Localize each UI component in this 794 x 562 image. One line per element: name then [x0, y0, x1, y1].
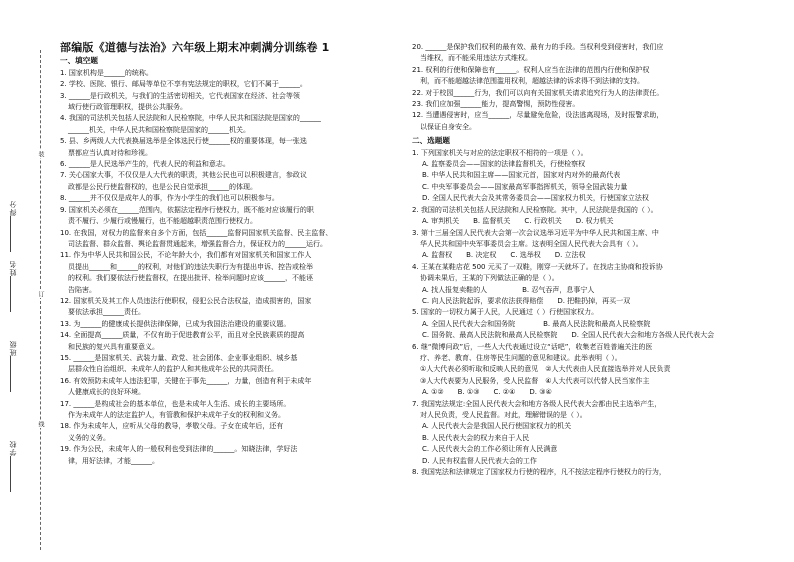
question-line: 要依法承担______责任。 [68, 308, 145, 317]
question-stem-line: 6. 继“微博问政”后，一些人大代表通过设立“话吧”，收集老百姓普遍关注的医 [412, 342, 653, 351]
question-line: 22. 对于校园______行为，我们可以向有关国家机关请求追究行为人的法律责任。 [412, 88, 664, 97]
choice-question [412, 228, 784, 262]
answer-option: C. 中央军事委员会——国家最高军事指挥机关，领导全国武装力量 [422, 182, 628, 191]
question-line: 票都应当认真对待和珍视。 [68, 148, 152, 157]
answer-option: A. 审判机关 B. 监督机关 C. 行政机关 D. 权力机关 [422, 217, 614, 226]
question-stem-line: 2. 我国的司法机关包括人民法院和人民检察院。其中，人民法院是我国的（ ）。 [412, 205, 658, 214]
margin-label-score: 得分 [9, 200, 17, 216]
question-line: 15. ______是国家机关、武装力量、政党、社会团体、企业事业组织、城乡基 [60, 353, 298, 362]
fill-in-question [60, 444, 400, 467]
question-line: ______机关，中华人民共和国检察院是国家的______机关。 [68, 125, 250, 134]
question-line: 7. 关心国家大事，不仅仅是人大代表的职责，其他公民也可以积极建言，参政议 [60, 171, 307, 180]
question-stem-line: ①人大代表必须听取和反映人民的意见 ②人大代表由人民直接选举并对人民负责 [420, 365, 671, 374]
question-stem-line: 协调未果后，王某的下列做法正确的是（ ）。 [420, 274, 559, 283]
question-line: 20. ______是保护我们权利的最有效、最有力的手段。当权利受到侵害时，我们应 [412, 43, 664, 51]
answer-option: C. 向人民法院起诉，要求依法获得赔偿 D. 把鞋扔掉，再买一双 [422, 296, 631, 305]
question-stem-line: ③人大代表要为人民服务，受人民监督 ④人大代表可以代替人民当家作主 [420, 376, 650, 385]
question-stem-line: 7. 我国宪法规定:全国人民代表大会和地方各级人民代表大会都由民主选举产生， [412, 399, 662, 408]
fill-in-question [60, 330, 400, 353]
fill-in-question [412, 99, 784, 110]
fill-in-question [60, 319, 400, 330]
question-stem-line: 华人民共和国中央军事委员会主席。这表明全国人民代表大会具有（ ）。 [420, 239, 643, 248]
fill-in-question [60, 68, 400, 79]
question-stem-line: 8. 我国宪法和法律规定了国家权力行使的程序，凡不按法定程序行使权力的行为， [412, 468, 666, 477]
margin-name-line [10, 276, 11, 312]
choice-question [412, 205, 784, 228]
fill-in-question [60, 159, 400, 170]
question-line: 12. 国家机关及其工作人员违法行使职权，侵犯公民合法权益，造成损害的，国家 [60, 296, 312, 305]
question-stem-line: 疗、养老、教育、住房等民生问题的意见和建议。此举表明（ ）。 [420, 353, 622, 362]
answer-option: B. 中华人民共和国主席——国家元首，国家对内对外的最高代表 [422, 171, 621, 180]
right-column [412, 42, 784, 478]
question-line: 13. 为______的健康成长提供法律保障，已成为我国法治建设的重要议题。 [60, 319, 291, 328]
section-heading-fill-in: 一、填空题 [60, 56, 98, 66]
question-line: 以保证自身安全。 [420, 122, 476, 131]
question-line: 政都是公民行使监督权的，也是公民自觉承担______的体现。 [68, 182, 257, 191]
fill-in-question [60, 250, 400, 296]
margin-label-name: 姓名 [9, 260, 17, 276]
binding-margin [0, 0, 58, 562]
choice-question [412, 148, 784, 205]
fill-in-question [60, 205, 400, 228]
left-column [60, 42, 400, 467]
answer-option: C. 人民代表大会的工作必须让所有人民满意 [422, 445, 558, 454]
seal-char-xian: 线 [37, 421, 44, 427]
answer-option: A. ①② B. ①③ C. ②④ D. ③④ [422, 388, 552, 397]
answer-option: A. 人民代表大会是我国人民行使国家权力的机关 [422, 422, 572, 431]
fill-in-question [412, 42, 784, 65]
choice-question [412, 342, 784, 399]
question-line: 23. 我们应加强______能力，提高警惕，预防性侵害。 [412, 100, 580, 109]
fill-in-question [412, 110, 784, 133]
question-line: 14. 全面提高______质量，不仅有助于促进教育公平，而且对全民族素质的提高 [60, 331, 305, 340]
question-line: 21. 权利的行使和保障也有______。权利人应当在法律的范围内行使和保护权 [412, 65, 650, 74]
fill-in-question-list [60, 68, 400, 467]
margin-school-line [10, 456, 11, 492]
question-line: 19. 作为公民，未成年人的一般权利也受到法律的______。知晓法律，学好法 [60, 445, 298, 454]
question-stem-line: 4. 王某在某鞋店花 500 元买了一双鞋，刚穿一天就坏了。在找店主协商和投诉协 [412, 262, 663, 271]
fill-in-question [60, 399, 400, 422]
fill-in-question-list-continued [412, 42, 784, 133]
question-line: 16. 有效预防未成年人违法犯罪，关键在于事先______，力量，创造有利于未成年 [60, 376, 312, 385]
question-line: 6. ______是人民选举产生的，代表人民的利益和意志。 [60, 160, 230, 169]
question-line: 1. 国家机构是______的统称。 [60, 68, 153, 77]
choice-question [412, 307, 784, 341]
choice-question [412, 399, 784, 467]
question-stem-line: 3. 第十三届全国人民代表大会第一次会议选举习近平为中华人民共和国主席、中 [412, 228, 659, 237]
question-line: 利，而不能超越法律范围滥用权利，超越法律的诉求得不到法律的支持。 [420, 77, 644, 86]
fill-in-question [412, 65, 784, 88]
fill-in-question [60, 79, 400, 90]
answer-option: D. 全国人民代表大会及其常务委员会——国家权力机关，行使国家立法权 [422, 194, 649, 203]
question-line: 人健康成长的良好环境。 [68, 388, 145, 397]
answer-option: B. 人民代表大会的权力来自于人民 [422, 433, 530, 442]
question-line: 9. 国家机关必须在______范围内，依据法定程序行使权力，既不能对应该履行的职 [60, 205, 314, 214]
seal-char-ding: 订 [37, 291, 44, 297]
margin-score-line [10, 216, 11, 252]
document-title: 部编版《道德与法治》六年级上期末冲刺满分训练卷 1 [60, 41, 330, 54]
question-line: 的权利。我们要依法行使监督权，在提出批评、检举问题时应该______，不能诬 [68, 274, 313, 283]
question-line: 18. 作为未成年人，应听从父母的教导，孝敬父母。子女在成年后，还有 [60, 422, 284, 431]
margin-class-line [10, 356, 11, 392]
fill-in-question [60, 353, 400, 376]
question-stem-line: 1. 下列国家机关与对应的法定职权不相符的一项是（ ）。 [412, 148, 588, 157]
question-line: 域行使行政管理职权，提供公共服务。 [68, 103, 187, 112]
answer-option: A. 找人报复卖鞋的人 B. 忍气吞声，息事宁人 [422, 285, 595, 294]
fill-in-question [60, 376, 400, 399]
answer-option: D. 人民有权监督人民代表大会的工作 [422, 456, 537, 465]
question-stem-line: 5. 国家的一切权力属于人民，人民通过（ ）行使国家权力。 [412, 308, 599, 317]
question-line: 司法监督、群众监督、舆论监督贯通起来，增强监督合力，保证权力的______运行。 [68, 239, 327, 248]
fill-in-question [60, 136, 400, 159]
fill-in-question [60, 296, 400, 319]
choice-question [412, 262, 784, 308]
question-line: 责不履行、少履行或慢履行，也不能超越职责范围行使权力。 [68, 217, 257, 226]
question-line: 2. 学校、医院、银行、邮局等单位不享有宪法规定的职权，它们不属于______。 [60, 80, 307, 89]
answer-option: A. 监督权 B. 决定权 C. 选举权 D. 立法权 [422, 251, 586, 260]
binding-dashed-line [40, 50, 41, 550]
question-line: 层群众性自治组织、未成年人的监护人和其他成年公民的共同责任。 [68, 365, 278, 374]
question-line: 律，用好法律，才能______。 [68, 456, 159, 465]
fill-in-question [60, 193, 400, 204]
answer-option: A. 全国人民代表大会和国务院 B. 最高人民法院和最高人民检察院 [422, 319, 651, 328]
answer-option: A. 监察委员会——国家的法律监督机关，行使检察权 [422, 160, 586, 169]
fill-in-question [412, 88, 784, 99]
question-stem-line: 对人民负责，受人民监督。对此，理解错误的是（ ）。 [420, 411, 587, 419]
question-line: 员提出______和______的权利，对他们的违法失职行为有提出申诉、控告或检举 [68, 262, 313, 271]
question-line: 11. 作为中华人民共和国公民，不论年龄大小，我们都有对国家机关和国家工作人 [60, 251, 312, 260]
fill-in-question [60, 421, 400, 444]
answer-option: C. 国务院、最高人民法院和最高人民检察院 D. 全国人民代表大会和地方各级人民代表大会 [422, 331, 715, 340]
choice-question [412, 467, 784, 478]
question-line: 和民族的复兴具有重要意义。 [68, 342, 159, 351]
question-line: 义务的义务。 [68, 433, 110, 442]
question-line: 17. ______是构成社会的基本单位，也是未成年人生活、成长的主要场所。 [60, 399, 291, 408]
multiple-choice-question-list [412, 148, 784, 479]
question-line: 作为未成年人的法定监护人，有管教和保护未成年子女的权利和义务。 [68, 411, 285, 419]
fill-in-question [60, 228, 400, 251]
fill-in-question [60, 91, 400, 114]
fill-in-question [60, 170, 400, 193]
question-line: 当维权，而不能采用违法方式维权。 [420, 54, 532, 63]
question-line: 12. 当遭遇侵害时，应当______，尽量避免危险，设法逃离现场，及时报警求助， [412, 111, 664, 120]
question-line: 8. ______并不仅仅是成年人的事，作为小学生的我们也可以积极参与。 [60, 194, 279, 203]
question-line: 告陷害。 [68, 285, 96, 294]
fill-in-question [60, 113, 400, 136]
question-line: 5. 县、乡两级人大代表换届选举是全体选民行使______权的重要体现，每一张选 [60, 137, 307, 146]
margin-label-class: 班级 [9, 340, 17, 356]
seal-char-zhuang: 装 [37, 151, 44, 157]
question-line: 10. 在我国，对权力的监督来自多个方面，包括______监督同国家机关监督、民主监督、 [60, 228, 333, 237]
section-heading-multiple-choice: 二、选题题 [412, 136, 450, 146]
margin-label-school: 学校 [9, 440, 17, 456]
question-line: 4. 我国的司法机关包括人民法院和人民检察院，中华人民共和国法院是国家的______ [60, 114, 321, 123]
question-line: 3. ______是行政机关，与我们的生活密切相关，它代表国家在经济、社会等领 [60, 91, 300, 100]
